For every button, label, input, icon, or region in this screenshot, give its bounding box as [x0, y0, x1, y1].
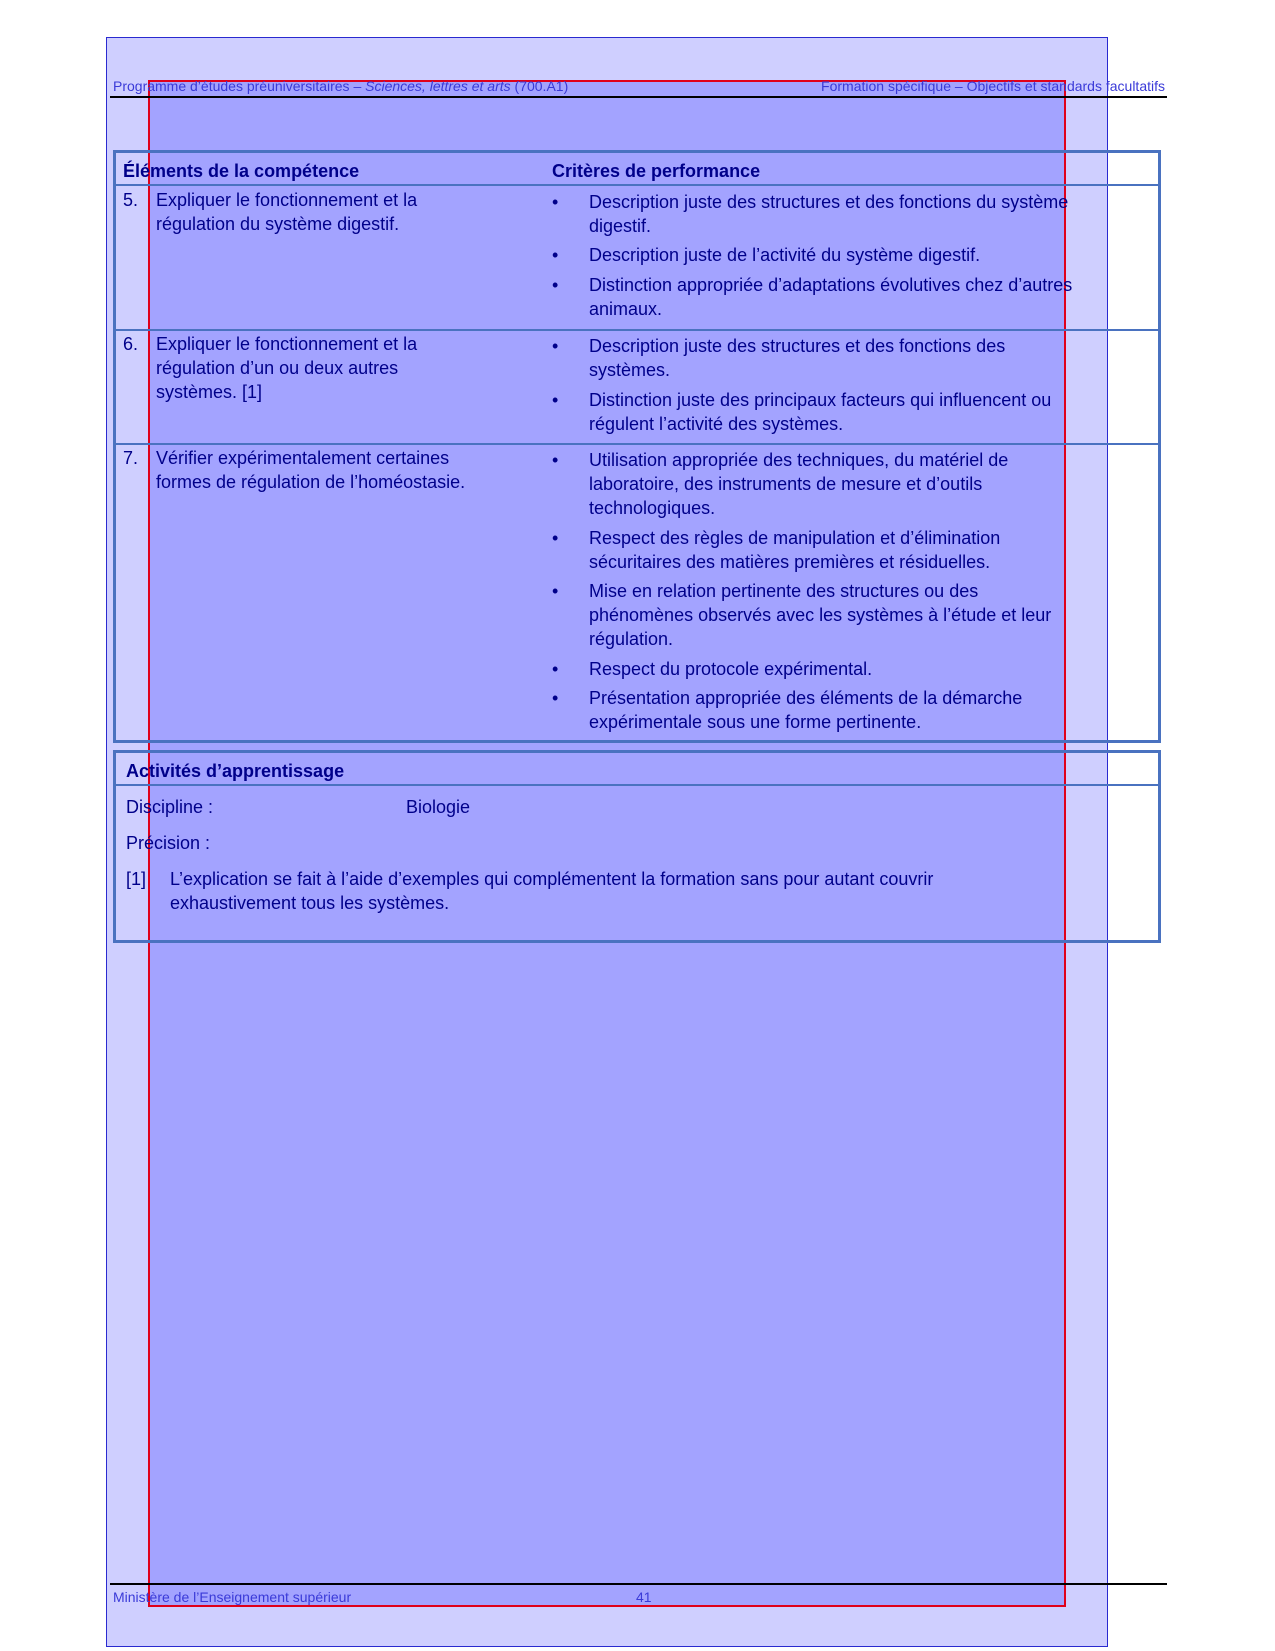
page-number: 41 [636, 1589, 652, 1605]
criterion-text: animaux. [589, 299, 663, 319]
header-program: Programme d’études préuniversitaires – [113, 78, 366, 94]
criterion-text: expérimentale sous une forme pertinente. [589, 712, 922, 732]
criterion-text: Utilisation appropriée des techniques, du matériel de [589, 450, 1009, 470]
criterion-text: régulent l’activité des systèmes. [589, 414, 844, 434]
discipline-value: Biologie [406, 797, 471, 817]
criterion-text: Respect du protocole expérimental. [589, 659, 873, 679]
header-right: Formation spécifique – Objectifs et standards facultatifs [821, 78, 1165, 94]
criterion-text: Description juste de l’activité du système digestif. [589, 245, 981, 265]
header-left [113, 78, 568, 94]
element-text: Expliquer le fonctionnement et la [156, 190, 418, 210]
element-number: 5. [123, 190, 139, 210]
activities-title-divider [116, 784, 1158, 786]
criterion-text: sécuritaires des matières premières et résiduelles. [589, 552, 991, 572]
element-number: 7. [123, 448, 139, 468]
criterion-text: laboratoire, des instruments de mesure et d’outils [589, 474, 983, 494]
table-header-divider [116, 184, 1158, 186]
element-number: 6. [123, 334, 139, 354]
criterion-text: régulation. [589, 629, 674, 649]
competence-table [113, 150, 1161, 743]
activities-title: Activités d’apprentissage [126, 761, 345, 781]
element-text: Expliquer le fonctionnement et la [156, 334, 418, 354]
criterion-text: phénomènes observés avec les systèmes à l’étude et leur [589, 605, 1052, 625]
note-text: L’explication se fait à l’aide d’exemples qui complémentent la formation sans pour autant couvrir [170, 869, 934, 889]
element-text: régulation d’un ou deux autres [156, 358, 399, 378]
note-number: [1] [126, 869, 147, 889]
header-rule [110, 96, 1167, 98]
criterion-text: Distinction juste des principaux facteurs qui influencent ou [589, 390, 1052, 410]
bullet: • [552, 192, 559, 212]
bullet: • [552, 245, 559, 265]
bullet: • [552, 528, 559, 548]
bullet: • [552, 336, 559, 356]
criterion-text: Respect des règles de manipulation et d’élimination [589, 528, 1001, 548]
row-divider [116, 443, 1158, 445]
col-header-criteria: Critères de performance [552, 161, 761, 181]
element-text: systèmes. [1] [156, 382, 263, 402]
note-text: exhaustivement tous les systèmes. [170, 893, 450, 913]
element-text: régulation du système digestif. [156, 214, 400, 234]
criterion-text: systèmes. [589, 360, 671, 380]
discipline-label: Discipline : [126, 797, 214, 817]
element-text: Vérifier expérimentalement certaines [156, 448, 450, 468]
header-program-code: (700.A1) [510, 78, 569, 94]
activities-section [113, 750, 1161, 943]
criterion-text: Description juste des structures et des fonctions du système [589, 192, 1069, 212]
bullet: • [552, 275, 559, 295]
bullet: • [552, 659, 559, 679]
criterion-text: Présentation appropriée des éléments de la démarche [589, 688, 1023, 708]
bullet: • [552, 390, 559, 410]
col-header-elements: Éléments de la compétence [123, 161, 360, 181]
criterion-text: Distinction appropriée d’adaptations évolutives chez d’autres [589, 275, 1073, 295]
page-header [113, 78, 1165, 96]
footer-ministry: Ministère de l’Enseignement supérieur [113, 1589, 352, 1605]
row-divider [116, 329, 1158, 331]
bullet: • [552, 581, 559, 601]
criterion-text: digestif. [589, 216, 652, 236]
footer-rule [110, 1583, 1167, 1585]
criterion-text: Mise en relation pertinente des structures ou des [589, 581, 979, 601]
precision-label: Précision : [126, 833, 211, 853]
bullet: • [552, 688, 559, 708]
bullet: • [552, 450, 559, 470]
header-program-name: Sciences, lettres et arts [365, 78, 511, 94]
element-text: formes de régulation de l’homéostasie. [156, 472, 466, 492]
criterion-text: technologiques. [589, 498, 716, 518]
criterion-text: Description juste des structures et des fonctions des [589, 336, 1006, 356]
